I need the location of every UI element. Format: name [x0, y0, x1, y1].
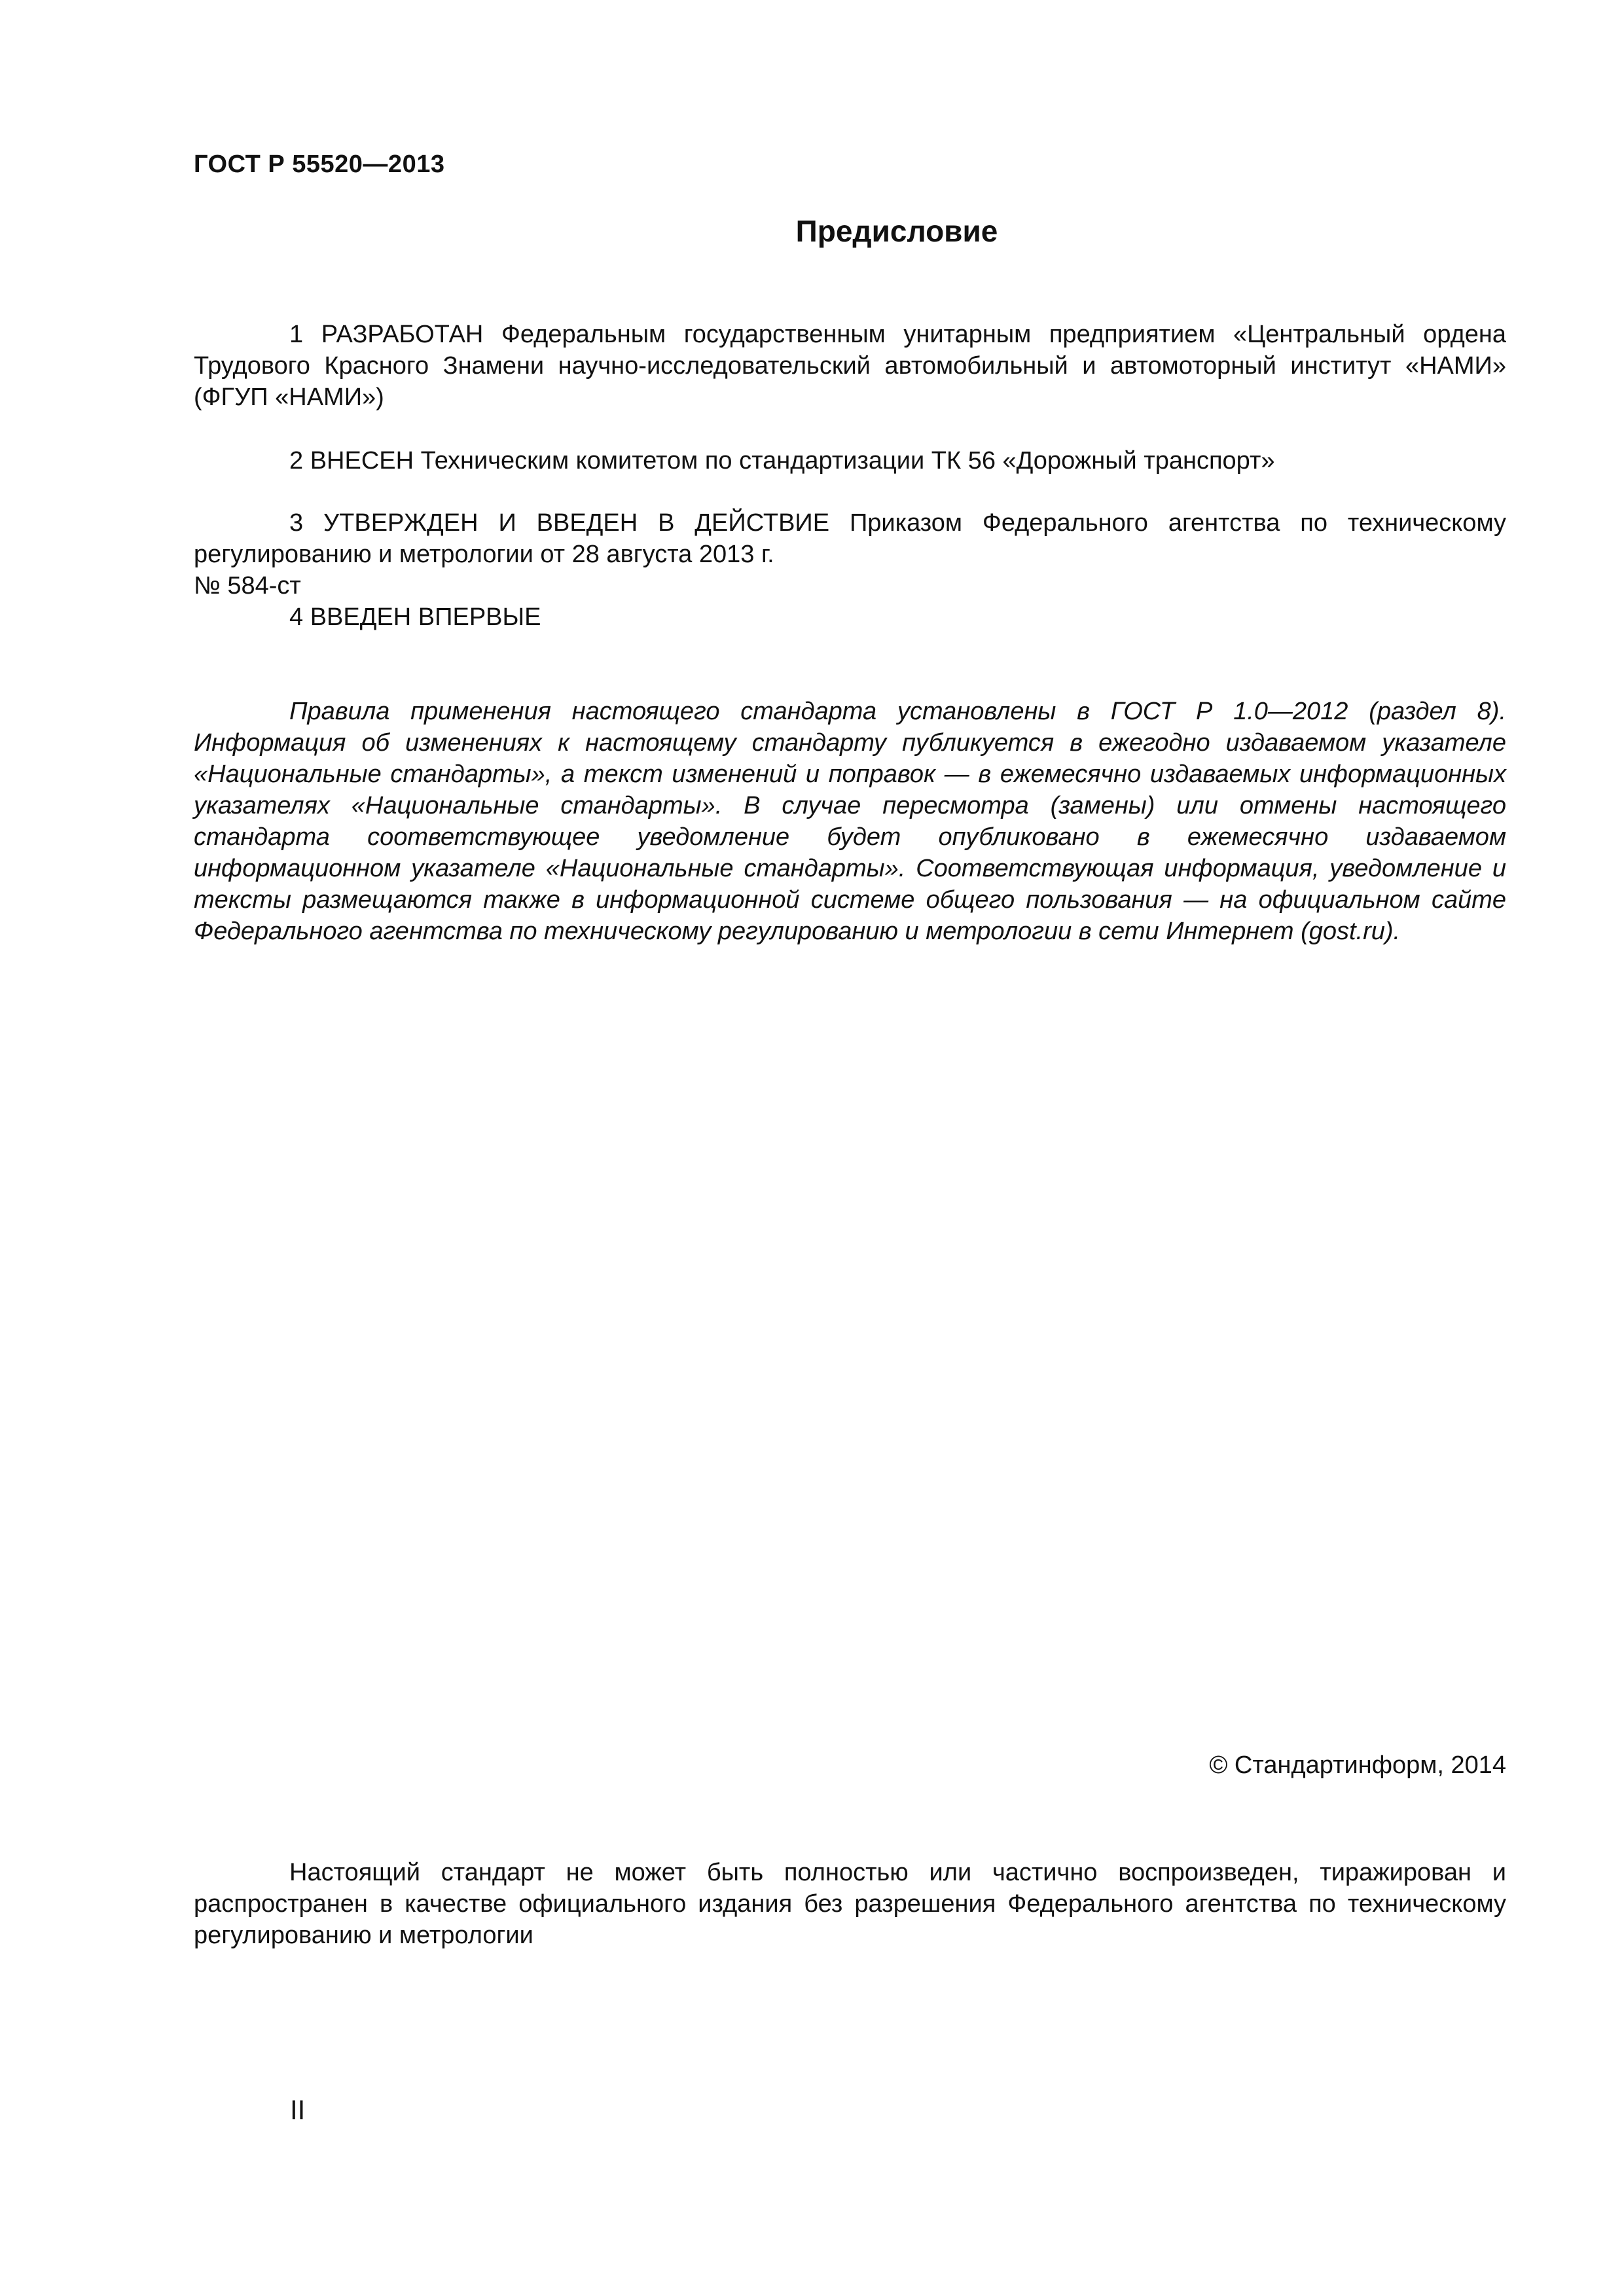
- reproduction-notice: Настоящий стандарт не может быть полностью или частично воспроизведен, тиражирован и распространен в качестве официального издания без разрешения Федерального агентства по техническому регулированию и метрологии: [194, 1859, 1506, 1949]
- order-number: № 584-ст: [194, 572, 301, 600]
- copyright-notice: © Стандартинформ, 2014: [1209, 1751, 1506, 1779]
- rules-notice: Правила применения настоящего стандарта установлены в ГОСТ Р 1.0—2012 (раздел 8). Информация об изменениях к настоящему стандарту публикуется в ежегодно издаваемом указателе «Национальные стандарты», а текст изменений и поправок — в ежемесячно издаваемых информационных указателях «Национальные стандарты». В случае пересмотра (замены) или отмены настоящего стандарта соответствующее уведомление будет опубликовано в ежемесячно издаваемом информационном указателе «Национальные стандарты». Соответствующая информация, уведомление и тексты размещаются также в информационной системе общего пользования — на официальном сайте Федерального агентства по техническому регулированию и метрологии в сети Интернет (gost.ru).: [194, 698, 1506, 945]
- standard-code: ГОСТ Р 55520—2013: [194, 151, 445, 178]
- page-title: Предисловие: [795, 214, 998, 248]
- paragraph-introduced-first: 4 ВВЕДЕН ВПЕРВЫЕ: [289, 603, 541, 631]
- paragraph-approved: 3 УТВЕРЖДЕН И ВВЕДЕН В ДЕЙСТВИЕ Приказом Федерального агентства по техническому регулированию и метрологии от 28 августа 2013 г.: [194, 509, 1506, 568]
- page-number: II: [290, 2094, 306, 2125]
- paragraph-submitted-by: 2 ВНЕСЕН Техническим комитетом по стандартизации ТК 56 «Дорожный транспорт»: [289, 447, 1275, 475]
- paragraph-developed-by: 1 РАЗРАБОТАН Федеральным государственным унитарным предприятием «Центральный ордена Трудового Красного Знамени научно-исследовательский автомобильный и автомоторный институт «НАМИ» (ФГУП «НАМИ»): [194, 321, 1506, 411]
